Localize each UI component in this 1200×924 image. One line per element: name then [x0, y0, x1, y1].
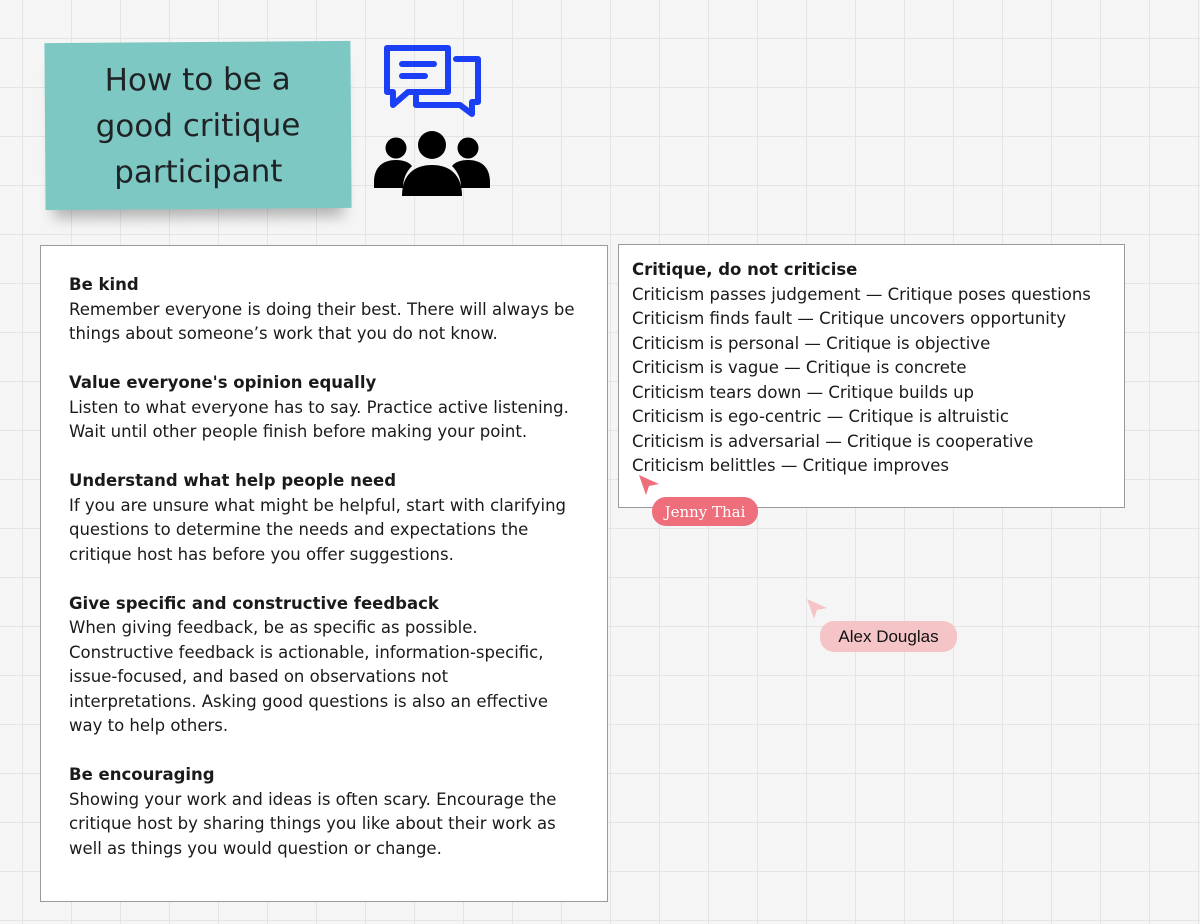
chat-bubbles-icon [380, 43, 484, 119]
guidelines-card[interactable] [40, 245, 608, 902]
guideline-understand-needs [69, 469, 579, 567]
guideline-value-opinions [69, 371, 579, 445]
guideline-be-encouraging [69, 763, 579, 861]
sticky-title: How to be a good critique participant [95, 60, 301, 191]
guideline-body: If you are unsure what might be helpful, start with clarifying questions to determine the needs and expectations the critique host has before you offer suggestions. [69, 495, 567, 564]
guideline-title: Understand what help people need [69, 471, 397, 490]
guideline-body: Remember everyone is doing their best. There will always be things about someone’s work that you do not know. [69, 299, 575, 343]
guideline-title: Give specific and constructive feedback [69, 593, 439, 613]
critique-vs-criticism-card[interactable] [618, 244, 1125, 508]
guideline-be-kind [69, 273, 579, 347]
guideline-body: Listen to what everyone has to say. Practice active listening. Wait until other people finish before making your point. [69, 397, 569, 441]
critique-line: Criticism is adversarial — Critique is cooperative [632, 431, 1034, 451]
collaborator-name-tag: Alex Douglas [820, 621, 957, 652]
critique-list [632, 283, 1111, 479]
critique-line: Criticism passes judgement — Critique poses questions [632, 284, 1091, 304]
guideline-title: Be encouraging [69, 765, 215, 784]
guideline-title: Value everyone's opinion equally [69, 373, 377, 392]
guideline-specific-feedback [69, 592, 579, 739]
critique-line: Criticism finds fault — Critique uncovers opportunity [632, 309, 1067, 328]
critique-line: Criticism is personal — Critique is objective [632, 333, 991, 353]
collaborator-cursor-icon [638, 474, 660, 496]
critique-card-title: Critique, do not criticise [632, 260, 858, 279]
critique-line: Criticism is vague — Critique is concrete [632, 358, 967, 377]
people-group-icon [372, 128, 492, 198]
critique-line: Criticism tears down — Critique builds up [632, 382, 974, 402]
critique-line: Criticism belittles — Critique improves [632, 456, 949, 475]
guideline-title: Be kind [69, 275, 139, 294]
guideline-body: Showing your work and ideas is often scary. Encourage the critique host by sharing things you like about their work as well as things you would question or change. [69, 789, 557, 858]
critique-line: Criticism is ego-centric — Critique is altruistic [632, 407, 1009, 426]
collaborator-name-tag: Jenny Thai [652, 497, 758, 526]
guideline-body: When giving feedback, be as specific as possible. Constructive feedback is actionable, information-specific, issue-focused, and based on observations not interpretations. Asking good questions is also an effective way to help others. [69, 618, 549, 735]
title-sticky-note[interactable] [44, 41, 351, 210]
collaborator-cursor-icon [806, 598, 828, 620]
